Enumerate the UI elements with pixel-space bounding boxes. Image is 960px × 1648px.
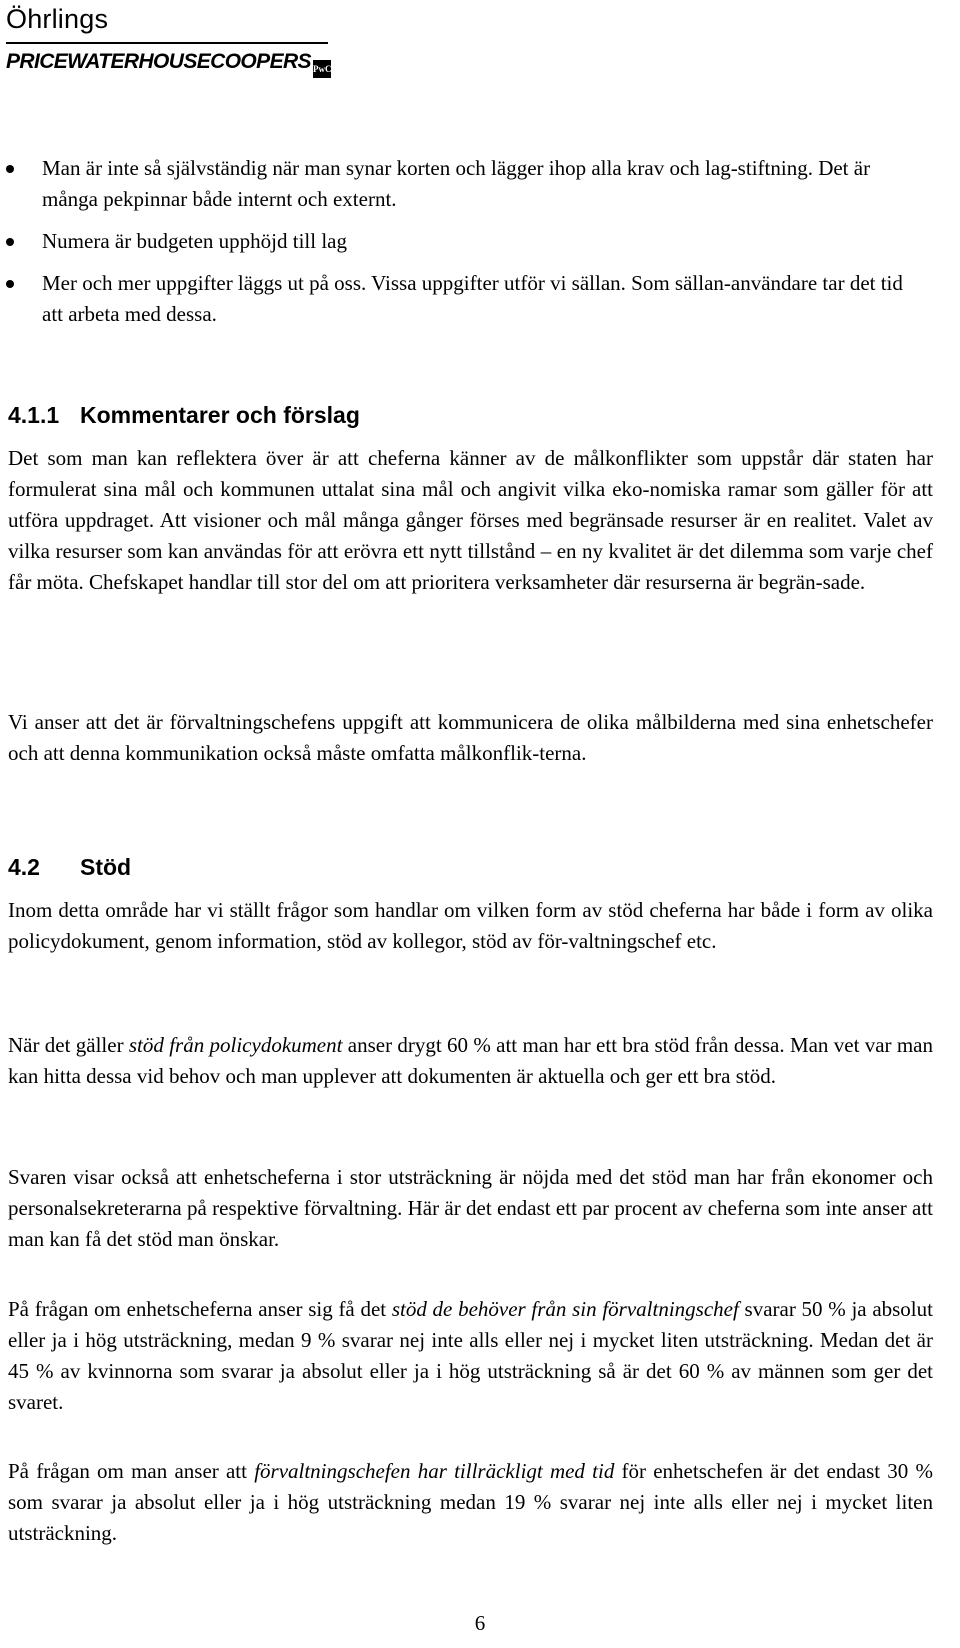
list-item-text: Mer och mer uppgifter läggs ut på oss. Vissa uppgifter utför vi sällan. Som sällan-användare tar det tid att arbeta med dessa. [42,271,903,326]
paragraph-recommendation: Vi anser att det är förvaltningschefens uppgift att kommunicera de olika målbilderna med sina enhetschefer och att denna kommunikation också måste omfatta målkonflik-terna. [8,710,933,765]
section-number: 4.1.1 [8,402,60,428]
paragraph-text: anser drygt 60 % att man har ett bra stöd från dessa. Man vet var man kan hitta dessa vid behov och man upplever att dokumenten är aktuella och ger ett bra stöd. [8,1033,933,1088]
paragraph-text: På frågan om enhetscheferna anser sig få det [8,1297,392,1321]
emphasis-text: stöd de behöver från sin förvaltningschef [391,1297,739,1321]
paragraph-text: svarar 50 % ja absolut eller ja i hög utsträckning, medan 9 % svarar nej inte alls eller nej i mycket liten utsträckning. Medan det är 45 % av kvinnorna som svarar ja absolut eller ja i hög utsträckning så är det 60 % av männen som ger det svaret. [8,1297,933,1414]
paragraph-reflection: Det som man kan reflektera över är att cheferna känner av de målkonflikter som uppstår där staten har formulerat sina mål och kommunen uttalat sina mål och angivit vilka eko-nomiska ramar som gäller för att utföra uppdraget. Att visioner och mål många gånger förses med begränsade resurser är en realitet. Valet av vilka resurser som kan användas för att erövra ett nytt tillstånd – en ny kvalitet är det dilemma som varje chef får möta. Chefskapet handlar till stor del om att prioritera verksamheter där resurserna är begrän-sade. [8,446,933,594]
bullet-icon [6,165,14,173]
list-item [0,226,960,257]
section-number: 4.2 [8,854,40,880]
logo-mark-icon: PwC [313,60,331,78]
emphasis-text: förvaltningschefen har tillräckligt med tid [254,1459,615,1483]
logo-name: Öhrlings [6,4,109,34]
bullet-icon [6,238,14,246]
logo-divider [6,42,328,44]
bullet-icon [6,280,14,288]
paragraph-staff-support: Svaren visar också att enhetscheferna i stor utsträckning är nöjda med det stöd man har från ekonomer och personalsekreterarna på respektive förvaltning. Här är det endast ett par procent av cheferna som inte anser att man kan få det stöd man önskar. [8,1165,933,1251]
bullet-list [0,153,960,341]
emphasis-text: stöd från policydokument [128,1033,343,1057]
paragraph-text: När det gäller [8,1033,129,1057]
section-title: Stöd [80,854,132,880]
paragraph-text: för enhetschefen är det endast 30 % som svarar ja absolut eller ja i hög utsträckning medan 19 % svarar nej inte alls eller nej i mycket liten utsträckning. [8,1459,934,1545]
paragraph-support-intro: Inom detta område har vi ställt frågor som handlar om vilken form av stöd cheferna har både i form av olika policydokument, genom information, stöd av kollegor, stöd av för-valtningschef etc. [8,898,933,953]
section-heading-4-1-1 [8,401,360,429]
paragraph-policy-support [8,1030,933,1092]
paragraph-text: På frågan om man anser att [8,1459,255,1483]
list-item [0,268,960,330]
paragraph-manager-support [8,1294,933,1418]
list-item [0,153,960,215]
company-logo [6,4,332,74]
list-item-text: Numera är budgeten upphöjd till lag [42,229,348,253]
logo-firm-name: PRICEWATERHOUSECOOPERS [6,50,311,73]
paragraph-manager-time [8,1456,933,1549]
section-title: Kommentarer och förslag [80,402,360,428]
section-heading-4-2 [8,853,131,881]
list-item-text: Man är inte så självständig när man synar korten och lägger ihop alla krav och lag-stiftning. Det är många pekpinnar både internt och externt. [42,156,871,211]
page-number: 6 [474,1611,486,1635]
